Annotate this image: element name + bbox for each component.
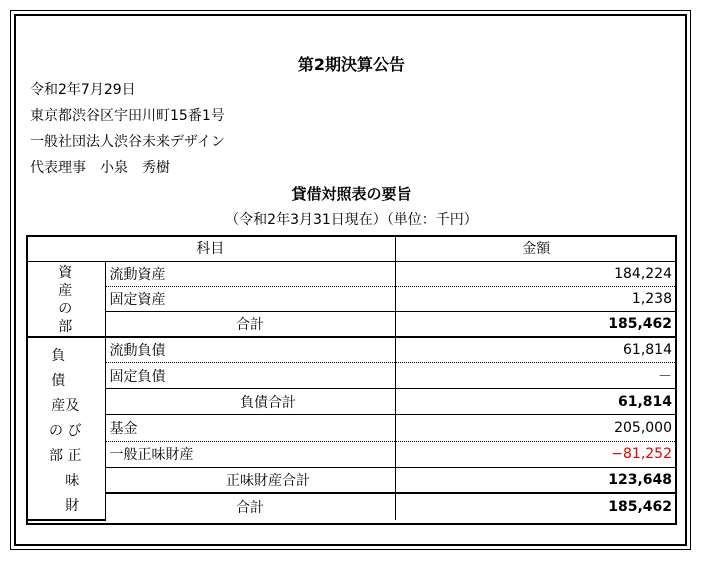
row-amount: － (395, 363, 677, 389)
row-amount-negative: −81,252 (395, 441, 677, 467)
total-label: 合計 (105, 311, 395, 336)
grand-total-label: 合計 (105, 493, 395, 519)
notice-date: 令和2年7月29日 (30, 82, 136, 98)
assets-group-label: 資 産 の 部 (26, 261, 105, 337)
header-kamoku: 科目 (26, 235, 395, 261)
company-address: 東京都渋谷区宇田川町15番1号 (30, 108, 225, 124)
as-of-unit-note: （令和2年3月31日現在）（単位：千円） (225, 212, 478, 228)
table-row (26, 363, 677, 389)
table-row (26, 286, 677, 311)
total-amount: 185,462 (395, 311, 677, 336)
table-header-row (26, 235, 677, 261)
liabilities-subtotal-row (26, 389, 677, 415)
equity-total-label: 正味財産合計 (105, 467, 395, 493)
row-label: 流動資産 (105, 261, 395, 286)
table-row (26, 261, 677, 286)
row-amount: 184,224 (395, 261, 677, 286)
row-amount: 61,814 (395, 337, 677, 363)
row-label: 固定負債 (105, 363, 395, 389)
balance-sheet-table (26, 235, 677, 521)
equity-total-amount: 123,648 (395, 467, 677, 493)
balance-sheet-title: 貸借対照表の要旨 (291, 185, 412, 203)
equity-total-row (26, 467, 677, 493)
header-kingaku: 金額 (395, 235, 677, 261)
row-label: 一般正味財産 (105, 441, 395, 467)
grand-total-row (26, 493, 677, 519)
company-name: 一般社団法人渋谷未来デザイン (30, 134, 226, 150)
table-row (26, 415, 677, 441)
table-row (26, 441, 677, 467)
row-label: 固定資産 (105, 286, 395, 311)
table-row (26, 337, 677, 363)
row-label: 基金 (105, 415, 395, 441)
row-amount: 205,000 (395, 415, 677, 441)
row-label: 流動負債 (105, 337, 395, 363)
assets-total-row (26, 311, 677, 336)
page-title: 第2期決算公告 (297, 55, 406, 74)
row-amount: 1,238 (395, 286, 677, 311)
subtotal-label: 負債合計 (105, 389, 395, 415)
grand-total-amount: 185,462 (395, 493, 677, 519)
subtotal-amount: 61,814 (395, 389, 677, 415)
representative-name: 代表理事 小泉 秀樹 (30, 160, 170, 176)
liabilities-group-label: 負 債 産及 の び 部 正 味 財 (26, 337, 105, 520)
